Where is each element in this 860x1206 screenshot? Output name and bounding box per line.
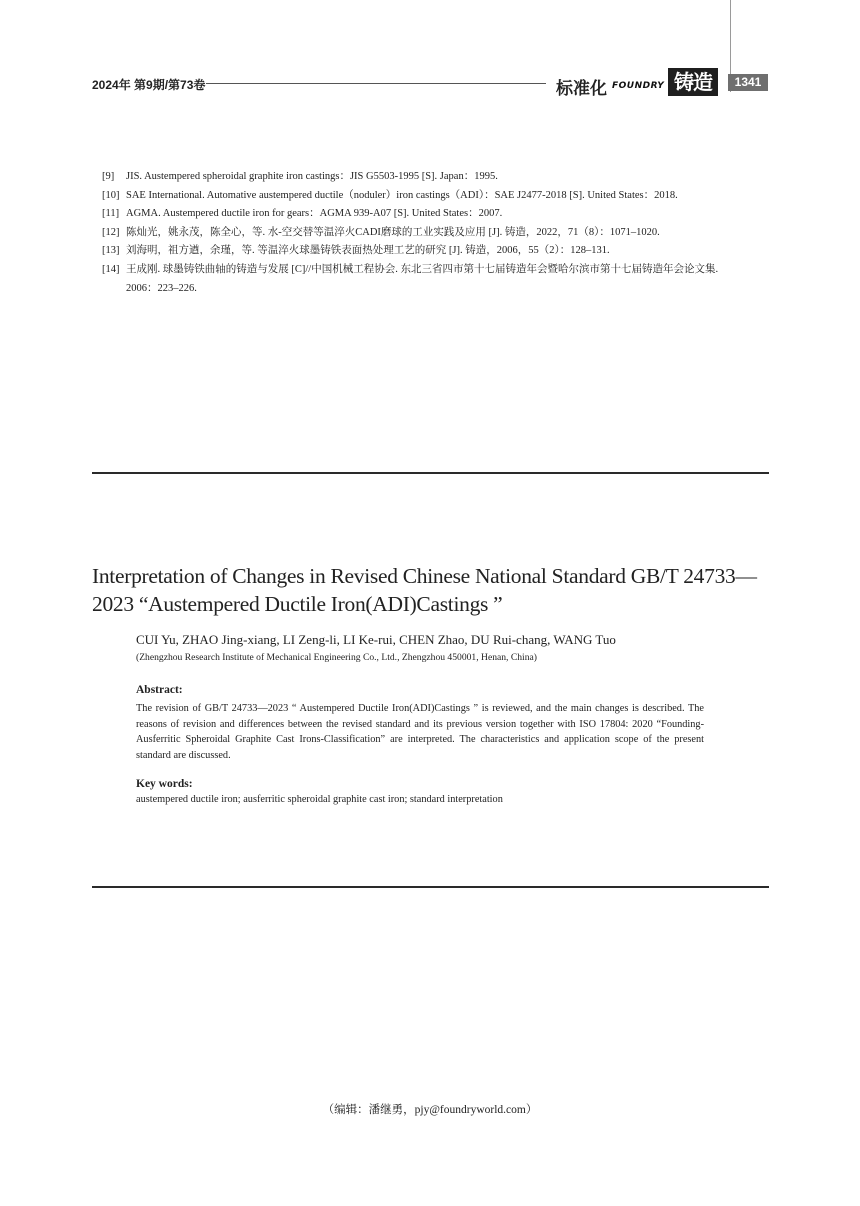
keywords-text: austempered ductile iron; ausferritic spheroidal graphite cast iron; standard interpretation (136, 794, 503, 805)
author-list: CUI Yu, ZHAO Jing-xiang, LI Zeng-li, LI Ke-rui, CHEN Zhao, DU Rui-chang, WANG Tuo (136, 632, 616, 647)
reference-text: JIS. Austempered spheroidal graphite iron castings：JIS G5503-1995 [S]. Japan：1995. (126, 171, 498, 182)
reference-item (102, 261, 782, 298)
page-number: 1341 (728, 74, 768, 91)
reference-text (126, 261, 782, 298)
reference-text: SAE International. Automative austempered ductile（noduler）iron castings（ADI）：SAE J2477-2018 [S]. United States：2018. (126, 189, 678, 201)
abstract-text: The revision of GB/T 24733—2023 “ Austempered Ductile Iron(ADI)Castings ” is reviewed, and the main changes is described. The reasons of revision and differences between the revised standard and its previous version together with ISO 17804: 2020 “Founding-Ausferritic Spheroidal Graphite Cast Irons-Classification” are interpreted. The characteristics and application scope of the present standard are discussed. (136, 703, 704, 761)
reference-text: 刘海明，祖方遒，余瑾，等. 等温淬火球墨铸铁表面热处理工艺的研究 [J]. 铸造，2006，55（2）：128–131. (126, 245, 610, 257)
reference-list (102, 168, 782, 298)
reference-item (102, 168, 782, 187)
reference-number: [13] (102, 245, 120, 257)
section-label: 标准化 (556, 79, 607, 99)
reference-number: [12] (102, 226, 120, 238)
reference-text: 陈灿光，姚永茂，陈全心，等. 水-空交替等温淬火CADI磨球的工业实践及应用 [J]. 铸造，2022，71（8）：1071–1020. (126, 226, 660, 238)
reference-number: [9] (102, 171, 115, 182)
journal-logo: 铸造 (668, 68, 718, 96)
article-title-line-2: 2023 “Austempered Ductile Iron(ADI)Castings ” (92, 592, 503, 616)
reference-number: [10] (102, 189, 120, 201)
journal-name-english: FOUNDRY (612, 81, 665, 91)
reference-number: [11] (102, 208, 120, 220)
section-divider-bottom (92, 886, 769, 888)
reference-text: AGMA. Austempered ductile iron for gears：AGMA 939-A07 [S]. United States：2007. (126, 208, 503, 220)
article-title-line-1: Interpretation of Changes in Revised Chinese National Standard GB/T 24733— (92, 564, 757, 588)
section-divider-top (92, 472, 769, 474)
keywords-heading: Key words: (136, 778, 193, 790)
reference-text-continuation: 2006：223–226. (126, 282, 197, 294)
article-title (92, 562, 782, 618)
reference-item (102, 224, 782, 243)
issue-label: 2024年 第9期/第73卷 (92, 78, 206, 92)
affiliation: (Zhengzhou Research Institute of Mechanical Engineering Co., Ltd., Zhengzhou 450001, Henan, China) (136, 652, 537, 663)
reference-item (102, 187, 782, 206)
reference-item (102, 205, 782, 224)
reference-text-line: 王成刚. 球墨铸铁曲轴的铸造与发展 [C]//中国机械工程协会. 东北三省四市第十七届铸造年会暨哈尔滨市第十七届铸造年会论文集. (126, 263, 719, 275)
reference-number: [14] (102, 263, 120, 275)
abstract-heading: Abstract: (136, 684, 183, 696)
reference-item (102, 242, 782, 261)
header-rule (206, 83, 546, 84)
editor-note: （编辑：潘继勇，pjy@foundryworld.com） (322, 1104, 538, 1116)
